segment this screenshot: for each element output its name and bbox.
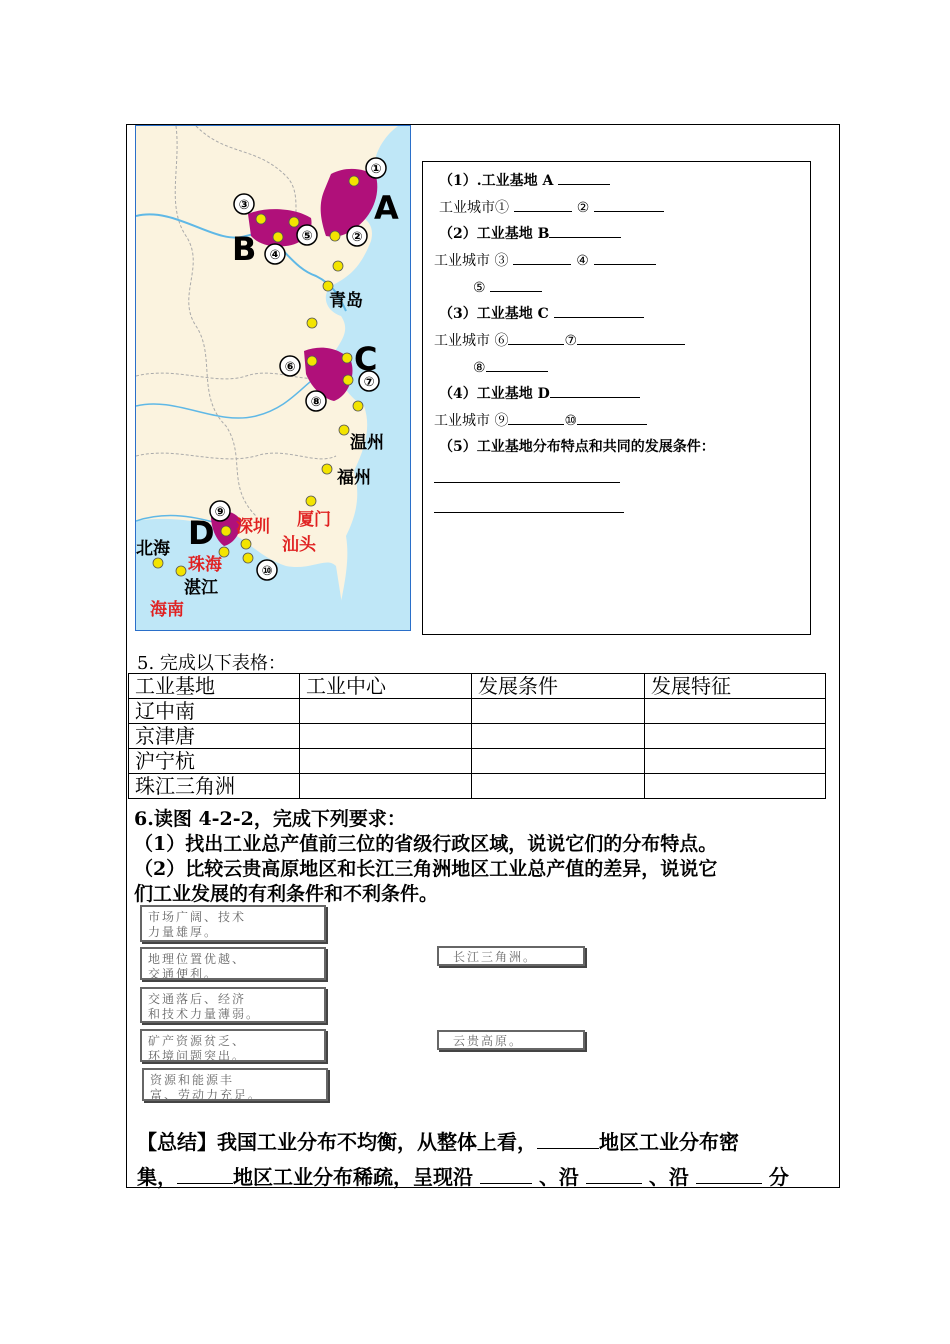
table-header: 工业中心 (300, 674, 472, 699)
map-label-n2: ② (351, 230, 363, 245)
q4-label: （4）工业基地 D (439, 386, 550, 402)
summary-blank[interactable] (586, 1165, 642, 1184)
q3-city6-blank[interactable] (508, 330, 564, 345)
summary-line-2 (137, 1161, 789, 1190)
condition-box-3[interactable] (140, 987, 326, 1023)
q5-title: 5. 完成以下表格： (137, 653, 286, 674)
summary-text: 、沿 (648, 1165, 689, 1189)
map-label-hainan: 海南 (150, 600, 184, 620)
map-label-c: C (354, 340, 378, 378)
map-label-n10: ⑩ (261, 564, 273, 579)
summary-line-1 (137, 1126, 739, 1155)
q2-blank[interactable] (549, 223, 621, 238)
q6-part2-line2: 们工业发展的有利条件和不利条件。 (134, 883, 439, 905)
table-cell[interactable] (472, 699, 645, 724)
q3-city7-blank[interactable] (577, 330, 685, 345)
condition-text: 市场广阔、技术 (148, 910, 247, 924)
table-header: 发展特征 (645, 674, 826, 699)
map-label-n4: ④ (269, 248, 281, 263)
map-svg (136, 126, 410, 630)
condition-text: 交通落后、经济 (148, 992, 247, 1006)
table-row-label: 辽中南 (129, 699, 300, 724)
summary-blank[interactable] (177, 1165, 233, 1184)
table-cell[interactable] (645, 724, 826, 749)
map-label-n3: ③ (238, 198, 250, 213)
table-cell[interactable] (300, 724, 472, 749)
q1-label: （1）.工业基地 A (439, 173, 554, 189)
q4-cities-label: 工业城市 ⑨ (434, 413, 509, 429)
map-label-b: B (232, 230, 257, 268)
condition-text: 交通便利。 (148, 967, 219, 981)
q4-city9-blank[interactable] (508, 410, 564, 425)
summary-blank[interactable] (696, 1165, 762, 1184)
q1-city1-blank[interactable] (514, 197, 572, 212)
map-label-zhanjiang: 湛江 (184, 578, 218, 598)
table-header: 发展条件 (472, 674, 645, 699)
map-label-fuzhou: 福州 (337, 468, 371, 488)
q1-cities-label: 工业城市① (439, 200, 509, 216)
q2-c4-label: ④ (576, 253, 589, 269)
table-row (129, 774, 826, 799)
table-cell[interactable] (645, 699, 826, 724)
condition-text: 资源和能源丰 (150, 1073, 235, 1087)
summary-text: 、沿 (538, 1165, 579, 1189)
q3-blank[interactable] (554, 303, 644, 318)
map-label-n5: ⑤ (301, 229, 313, 244)
table-row-label: 京津唐 (129, 724, 300, 749)
industrial-base-table (128, 673, 826, 799)
q3-cities-label: 工业城市 ⑥ (434, 333, 509, 349)
q6-part1: （1）找出工业总产值前三位的省级行政区域，说说它们的分布特点。 (134, 833, 718, 855)
table-cell[interactable] (300, 699, 472, 724)
q4-blank[interactable] (550, 383, 640, 398)
map-label-d: D (188, 514, 215, 552)
map-label-a: A (374, 189, 399, 227)
condition-text: 富、劳动力充足。 (150, 1088, 263, 1102)
condition-text: 力量雄厚。 (148, 925, 219, 939)
map-label-shantou: 汕头 (282, 535, 316, 555)
map-label-n8: ⑧ (310, 395, 322, 410)
q1-c2-label: ② (576, 200, 590, 216)
map-label-n1: ① (370, 162, 382, 177)
table-header-row (129, 674, 826, 699)
condition-box-4[interactable] (140, 1029, 326, 1062)
q2-city3-blank[interactable] (513, 250, 571, 265)
summary-blank[interactable] (480, 1165, 532, 1184)
q2-cities-label: 工业城市 ③ (434, 253, 509, 269)
q1-city2-blank[interactable] (594, 197, 664, 212)
summary-text: 集， (137, 1165, 177, 1189)
table-cell[interactable] (645, 749, 826, 774)
table-cell[interactable] (472, 749, 645, 774)
table-header: 工业基地 (129, 674, 300, 699)
region-label: 云贵高原。 (453, 1034, 524, 1048)
q2-city5-blank[interactable] (490, 277, 542, 292)
q4-c10-label: ⑩ (564, 413, 578, 429)
region-box-yangtze[interactable] (437, 946, 585, 966)
table-row (129, 749, 826, 774)
q1-blank[interactable] (558, 170, 610, 185)
condition-box-1[interactable] (140, 905, 326, 942)
map-label-xiamen: 厦门 (297, 510, 331, 530)
map-label-n7: ⑦ (363, 375, 375, 390)
table-cell[interactable] (645, 774, 826, 799)
table-row-label: 珠江三角洲 (129, 774, 300, 799)
table-cell[interactable] (472, 724, 645, 749)
table-row (129, 724, 826, 749)
condition-text: 矿产资源贫乏、 (148, 1034, 247, 1048)
region-box-yungui[interactable] (437, 1030, 585, 1050)
q3-c8-label: ⑧ (473, 360, 486, 376)
summary-text: 地区工业分布稀疏，呈现沿 (233, 1165, 473, 1189)
condition-box-2[interactable] (140, 947, 326, 980)
summary-blank[interactable] (537, 1130, 599, 1149)
q6-part2-line1: （2）比较云贵高原地区和长江三角洲地区工业总产值的差异，说说它 (134, 858, 718, 880)
q3-label: （3）工业基地 C (439, 306, 549, 322)
q2-c5-label: ⑤ (473, 280, 486, 296)
map-label-shenzhen: 深圳 (236, 517, 270, 537)
q5-answer-line-1[interactable] (434, 468, 620, 483)
q2-label: （2）工业基地 B (439, 226, 550, 242)
q3-city8-blank[interactable] (486, 357, 548, 372)
map-label-n9: ⑨ (214, 505, 226, 520)
summary-text: 地区工业分布密 (599, 1130, 739, 1154)
table-cell[interactable] (300, 774, 472, 799)
summary-text: 【总结】我国工业分布不均衡，从整体上看， (137, 1130, 537, 1154)
question-box (422, 161, 811, 635)
map-label-qingdao: 青岛 (329, 291, 363, 311)
table-row (129, 699, 826, 724)
table-row-label: 沪宁杭 (129, 749, 300, 774)
summary-text: 分 (768, 1165, 789, 1189)
map-label-zhuhai: 珠海 (188, 555, 222, 575)
condition-text: 环境问题突出。 (148, 1049, 247, 1063)
q5-answer-line-2[interactable] (434, 498, 624, 513)
condition-text: 地理位置优越、 (148, 952, 247, 966)
condition-box-5[interactable] (142, 1068, 328, 1101)
map-label-beihai: 北海 (136, 539, 170, 559)
q5-label: （5）工业基地分布特点和共同的发展条件： (439, 439, 715, 455)
condition-text: 和技术力量薄弱。 (148, 1007, 261, 1021)
industrial-base-map (135, 125, 411, 631)
q6-title: 6.读图 4-2-2，完成下列要求： (134, 808, 406, 830)
table-cell[interactable] (472, 774, 645, 799)
table-cell[interactable] (300, 749, 472, 774)
q2-city4-blank[interactable] (594, 250, 656, 265)
region-label: 长江三角洲。 (453, 950, 538, 964)
map-label-n6: ⑥ (284, 360, 296, 375)
q3-c7-label: ⑦ (564, 333, 578, 349)
q4-city10-blank[interactable] (577, 410, 647, 425)
map-label-wenzhou: 温州 (350, 433, 384, 453)
